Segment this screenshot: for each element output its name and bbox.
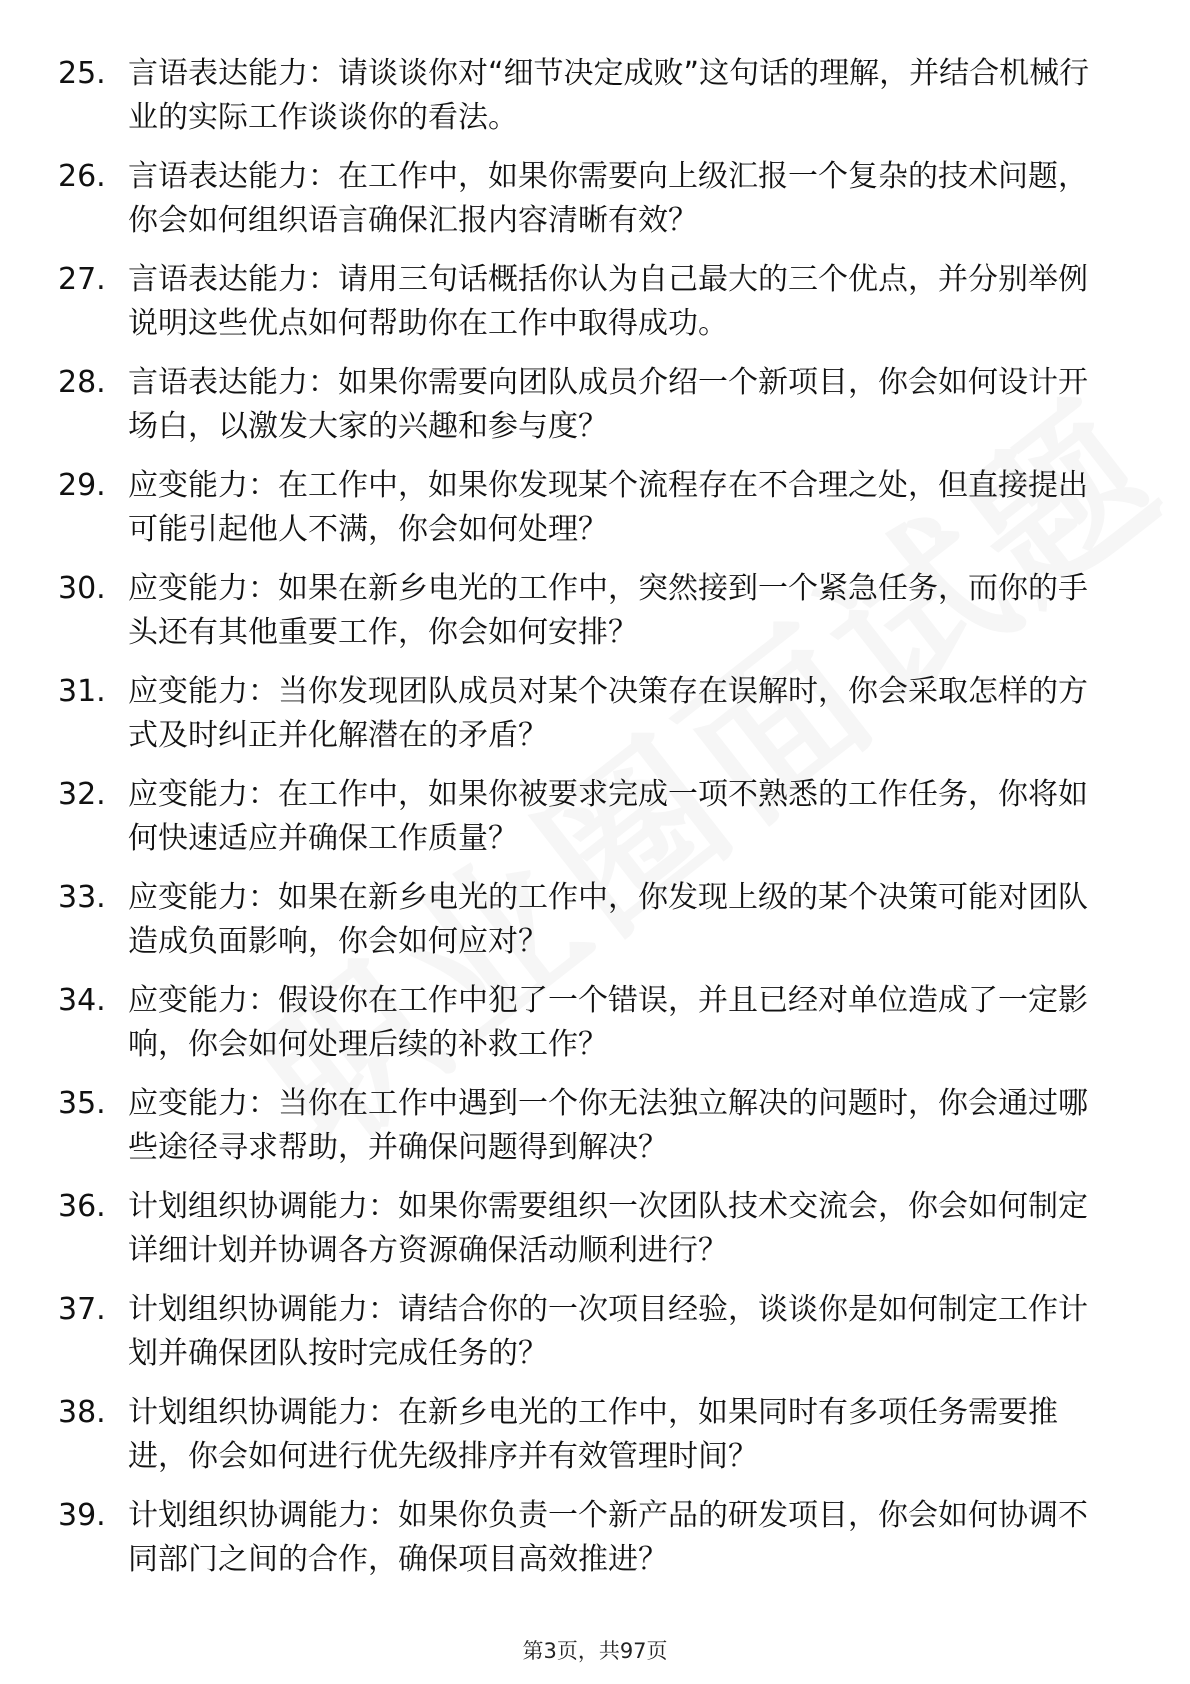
- question-number: 30.: [58, 571, 106, 606]
- question-text: 应变能力：在工作中，如果你被要求完成一项不熟悉的工作任务，你将如何快速适应并确保工作质量？: [128, 777, 1088, 856]
- page-footer: 第3页，共97页: [522, 1639, 668, 1663]
- question-item: [0, 876, 1190, 979]
- question-text: 应变能力：当你在工作中遇到一个你无法独立解决的问题时，你会通过哪些途径寻求帮助，并确保问题得到解决？: [128, 1086, 1088, 1165]
- question-number: 39.: [58, 1498, 106, 1533]
- question-text: 计划组织协调能力：如果你需要组织一次团队技术交流会，你会如何制定详细计划并协调各方资源确保活动顺利进行？: [128, 1189, 1088, 1268]
- question-number: 25.: [58, 56, 106, 91]
- question-list: [0, 52, 1190, 1597]
- question-item: [0, 773, 1190, 876]
- question-text: 应变能力：如果在新乡电光的工作中，你发现上级的某个决策可能对团队造成负面影响，你会如何应对？: [128, 880, 1088, 959]
- question-number: 37.: [58, 1292, 106, 1327]
- question-item: [0, 979, 1190, 1082]
- question-item: [0, 361, 1190, 464]
- question-number: 35.: [58, 1086, 106, 1121]
- question-item: [0, 52, 1190, 155]
- question-number: 31.: [58, 674, 106, 709]
- question-text: 应变能力：在工作中，如果你发现某个流程存在不合理之处，但直接提出可能引起他人不满，你会如何处理？: [128, 468, 1088, 547]
- question-number: 27.: [58, 262, 106, 297]
- question-text: 言语表达能力：请谈谈你对“细节决定成败”这句话的理解，并结合机械行业的实际工作谈谈你的看法。: [128, 56, 1090, 135]
- question-text: 言语表达能力：请用三句话概括你认为自己最大的三个优点，并分别举例说明这些优点如何帮助你在工作中取得成功。: [128, 262, 1088, 341]
- question-text: 应变能力：如果在新乡电光的工作中，突然接到一个紧急任务，而你的手头还有其他重要工作，你会如何安排？: [128, 571, 1088, 650]
- question-number: 33.: [58, 880, 106, 915]
- question-item: [0, 258, 1190, 361]
- question-number: 26.: [58, 159, 106, 194]
- question-item: [0, 155, 1190, 258]
- question-item: [0, 567, 1190, 670]
- question-number: 38.: [58, 1395, 106, 1430]
- question-number: 29.: [58, 468, 106, 503]
- question-text: 计划组织协调能力：在新乡电光的工作中，如果同时有多项任务需要推进，你会如何进行优先级排序并有效管理时间？: [128, 1395, 1058, 1474]
- question-text: 应变能力：假设你在工作中犯了一个错误，并且已经对单位造成了一定影响，你会如何处理后续的补救工作？: [128, 983, 1088, 1062]
- question-text: 言语表达能力：在工作中，如果你需要向上级汇报一个复杂的技术问题，你会如何组织语言确保汇报内容清晰有效？: [128, 159, 1088, 238]
- question-text: 计划组织协调能力：如果你负责一个新产品的研发项目，你会如何协调不同部门之间的合作，确保项目高效推进？: [128, 1498, 1088, 1577]
- question-number: 34.: [58, 983, 106, 1018]
- question-item: [0, 1185, 1190, 1288]
- question-item: [0, 1391, 1190, 1494]
- question-text: 应变能力：当你发现团队成员对某个决策存在误解时，你会采取怎样的方式及时纠正并化解潜在的矛盾？: [128, 674, 1088, 753]
- question-item: [0, 1288, 1190, 1391]
- question-item: [0, 464, 1190, 567]
- question-item: [0, 670, 1190, 773]
- question-number: 28.: [58, 365, 106, 400]
- question-item: [0, 1082, 1190, 1185]
- question-text: 言语表达能力：如果你需要向团队成员介绍一个新项目，你会如何设计开场白，以激发大家的兴趣和参与度？: [128, 365, 1088, 444]
- question-item: [0, 1494, 1190, 1597]
- question-number: 32.: [58, 777, 106, 812]
- question-text: 计划组织协调能力：请结合你的一次项目经验，谈谈你是如何制定工作计划并确保团队按时完成任务的？: [128, 1292, 1088, 1371]
- question-number: 36.: [58, 1189, 106, 1224]
